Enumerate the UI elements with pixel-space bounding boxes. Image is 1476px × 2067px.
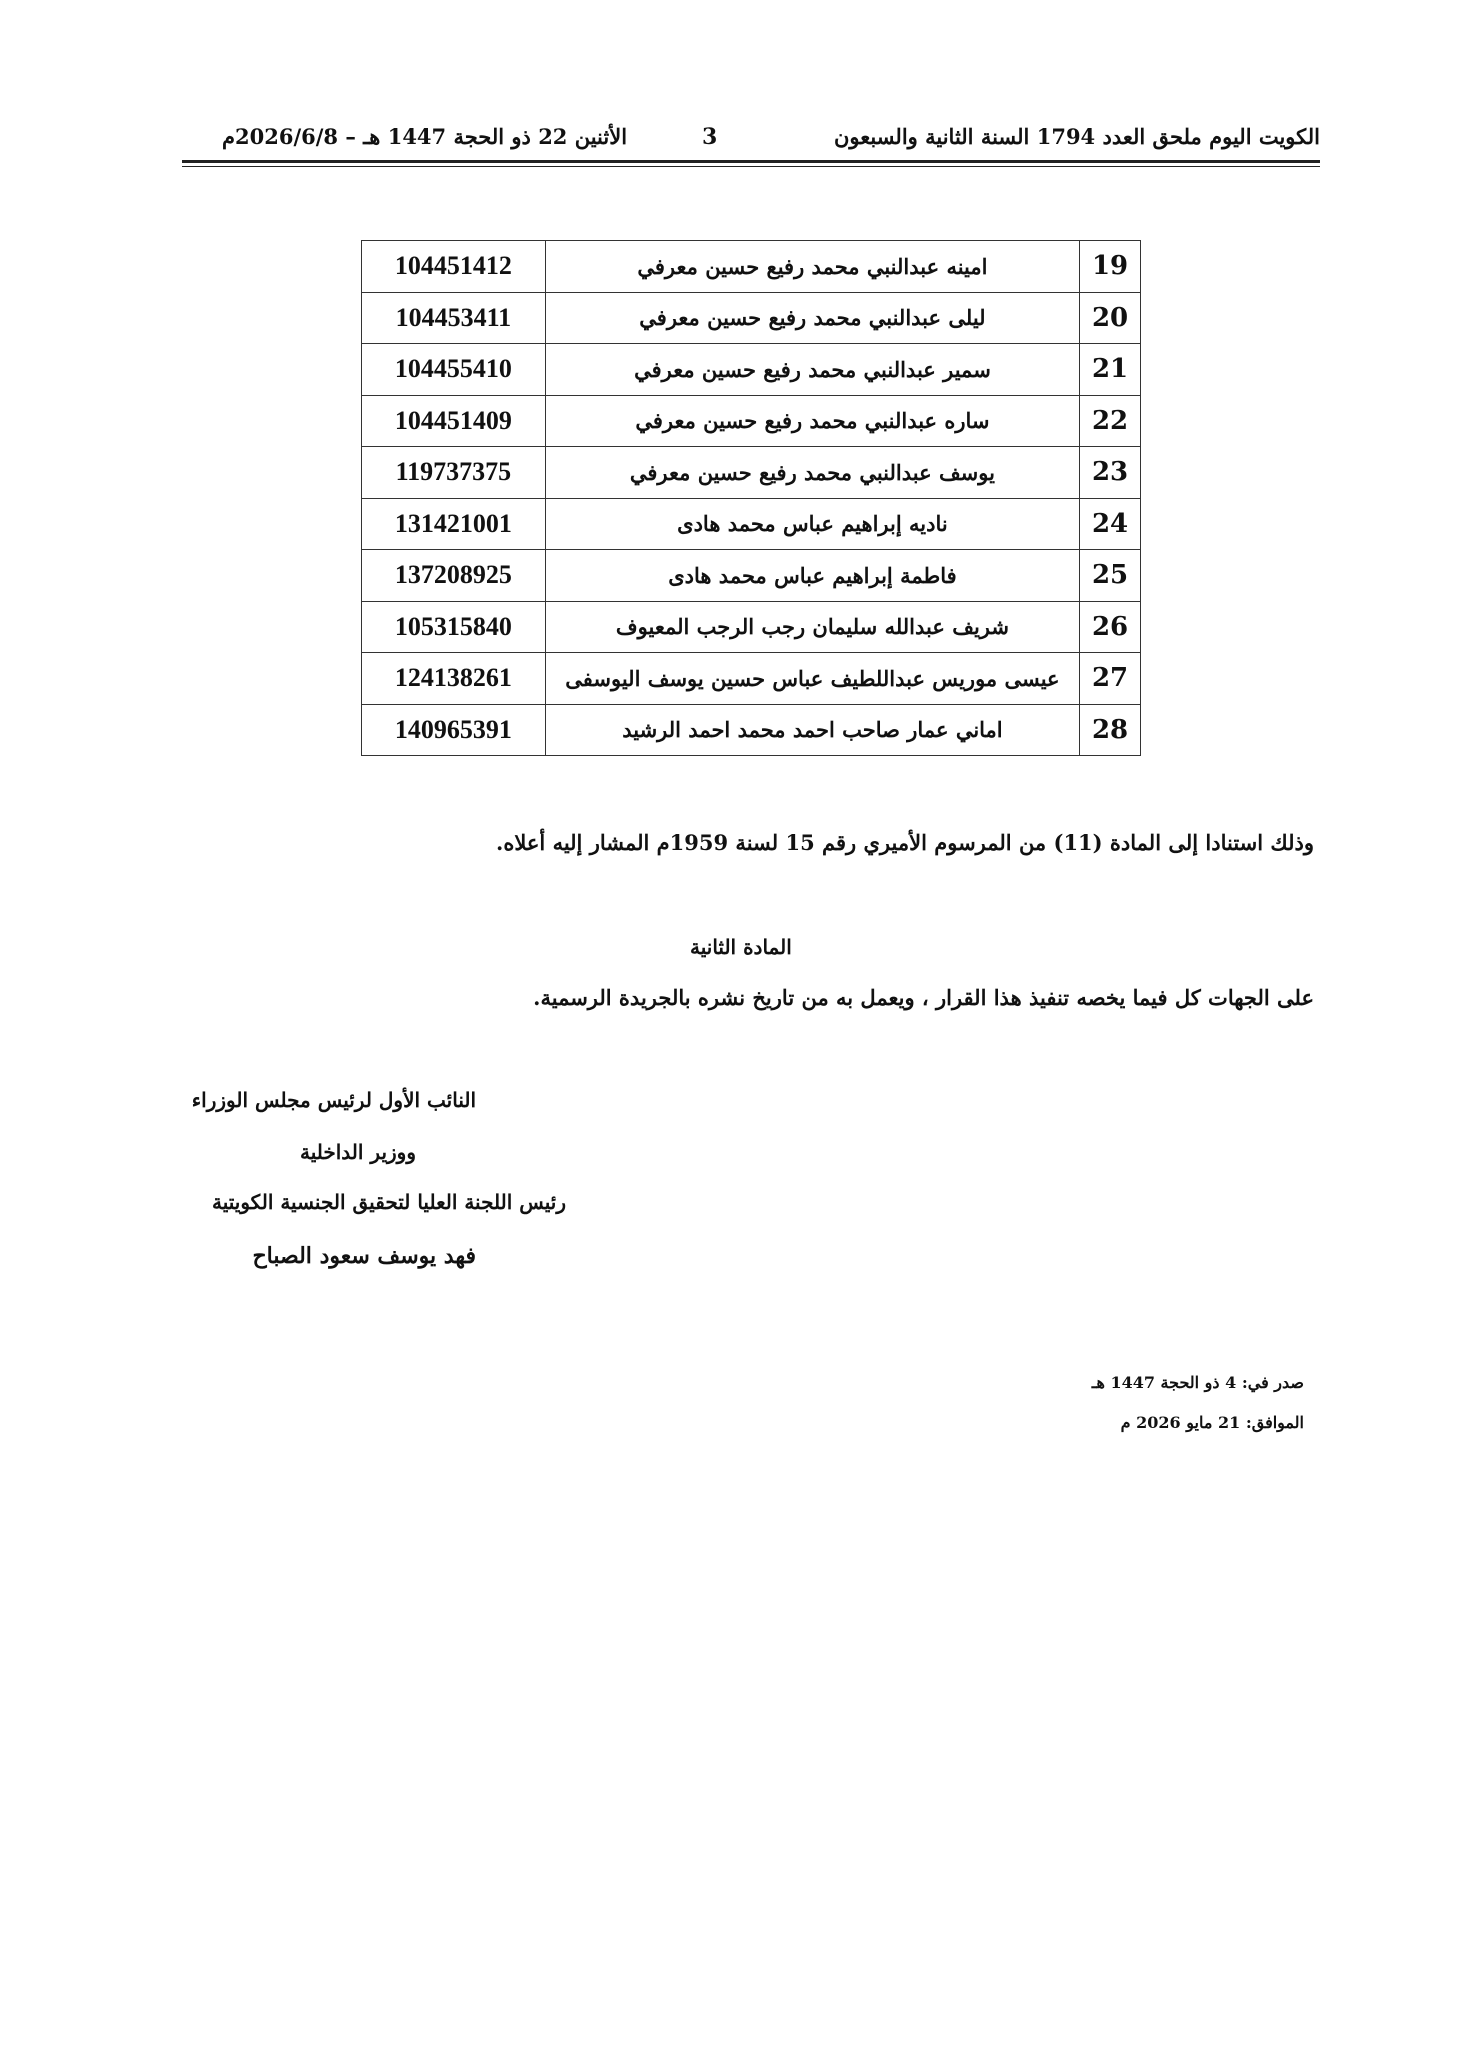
row-civil-id: 105315840	[362, 601, 546, 653]
row-civil-id: 140965391	[362, 704, 546, 756]
table-row	[362, 601, 1141, 653]
table-row	[362, 447, 1141, 499]
row-number: 27	[1080, 653, 1141, 705]
page-number: 3	[702, 124, 718, 150]
row-civil-id: 104453411	[362, 292, 546, 344]
row-name: يوسف عبدالنبي محمد رفيع حسين معرفي	[545, 447, 1079, 499]
row-civil-id: 104451409	[362, 395, 546, 447]
row-number: 21	[1080, 344, 1141, 396]
row-number: 26	[1080, 601, 1141, 653]
table-row	[362, 241, 1141, 293]
table-row	[362, 395, 1141, 447]
row-number: 24	[1080, 498, 1141, 550]
signature-title-2: ووزير الداخلية	[300, 1140, 416, 1164]
paragraph-legal-basis: وذلك استنادا إلى المادة (11) من المرسوم الأميري رقم 15 لسنة 1959م المشار إليه أعلاه.	[496, 830, 1314, 855]
row-civil-id: 104451412	[362, 241, 546, 293]
names-table	[361, 240, 1141, 756]
table-row	[362, 704, 1141, 756]
row-number: 23	[1080, 447, 1141, 499]
signatory-name: فهد يوسف سعود الصباح	[252, 1243, 476, 1269]
table-row	[362, 498, 1141, 550]
signature-title-3: رئيس اللجنة العليا لتحقيق الجنسية الكويتية	[211, 1190, 566, 1214]
signature-title-1: النائب الأول لرئيس مجلس الوزراء	[191, 1088, 476, 1112]
row-name: عيسى موريس عبداللطيف عباس حسين يوسف اليوسفى	[545, 653, 1079, 705]
row-civil-id: 104455410	[362, 344, 546, 396]
row-civil-id: 137208925	[362, 550, 546, 602]
table-row	[362, 653, 1141, 705]
header-rule-thick	[182, 160, 1320, 163]
table-row	[362, 550, 1141, 602]
table-row	[362, 292, 1141, 344]
row-civil-id: 124138261	[362, 653, 546, 705]
header-rule-thin	[182, 166, 1320, 167]
row-number: 19	[1080, 241, 1141, 293]
row-name: ساره عبدالنبي محمد رفيع حسين معرفي	[545, 395, 1079, 447]
row-name: ناديه إبراهيم عباس محمد هادى	[545, 498, 1079, 550]
issued-date-hijri: صدر في: 4 ذو الحجة 1447 هـ	[1091, 1373, 1304, 1392]
article-two-heading: المادة الثانية	[690, 935, 792, 959]
issued-date-gregorian: الموافق: 21 مايو 2026 م	[1120, 1413, 1304, 1432]
row-number: 20	[1080, 292, 1141, 344]
row-name: ليلى عبدالنبي محمد رفيع حسين معرفي	[545, 292, 1079, 344]
header-issue-info: الكويت اليوم ملحق العدد 1794 السنة الثانية والسبعون	[833, 124, 1320, 149]
row-number: 25	[1080, 550, 1141, 602]
table-row	[362, 344, 1141, 396]
row-civil-id: 131421001	[362, 498, 546, 550]
row-name: اماني عمار صاحب احمد محمد احمد الرشيد	[545, 704, 1079, 756]
row-number: 22	[1080, 395, 1141, 447]
row-name: فاطمة إبراهيم عباس محمد هادى	[545, 550, 1079, 602]
row-name: سمير عبدالنبي محمد رفيع حسين معرفي	[545, 344, 1079, 396]
row-number: 28	[1080, 704, 1141, 756]
row-name: شريف عبدالله سليمان رجب الرجب المعيوف	[545, 601, 1079, 653]
row-civil-id: 119737375	[362, 447, 546, 499]
row-name: امينه عبدالنبي محمد رفيع حسين معرفي	[545, 241, 1079, 293]
paragraph-implementation: على الجهات كل فيما يخصه تنفيذ هذا القرار ، ويعمل به من تاريخ نشره بالجريدة الرسمية.	[533, 985, 1314, 1010]
page-header	[182, 118, 1320, 162]
header-date: الأثنين 22 ذو الحجة 1447 هـ – 2026/6/8م	[222, 124, 628, 149]
